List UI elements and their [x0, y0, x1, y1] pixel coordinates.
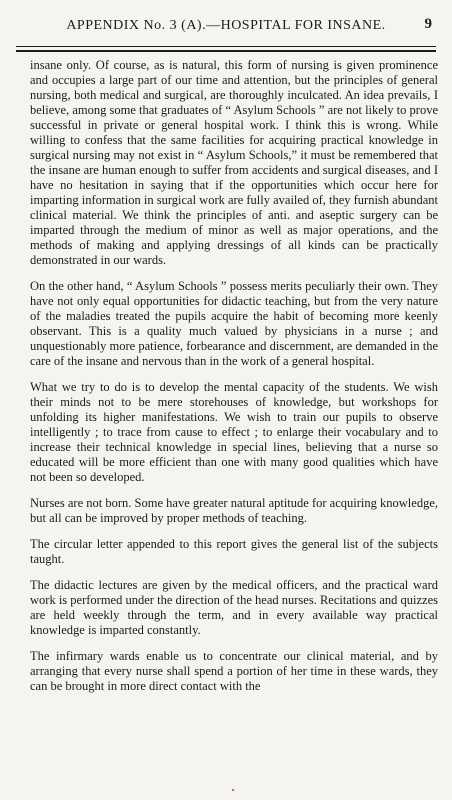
header-rule-thin	[16, 46, 436, 47]
running-title: APPENDIX No. 3 (A).—HOSPITAL FOR INSANE.	[66, 18, 386, 33]
page-header	[16, 14, 436, 44]
header-rule-thick	[16, 50, 436, 52]
paragraph-4: Nurses are not born. Some have greater natural aptitude for acquiring knowledge, but all can be improved by proper methods of teaching.	[30, 496, 438, 525]
body-text	[30, 58, 438, 703]
paragraph-7: The infirmary wards enable us to concentrate our clinical material, and by arranging that every nurse shall spend a portion of her time in these wards, they can be brought in more direct contact with the	[30, 649, 438, 693]
scan-speck	[232, 789, 234, 791]
paragraph-6: The didactic lectures are given by the medical officers, and the practical ward work is performed under the direction of the head nurses. Recitations and quizzes are held weekly through the term, and in every available way practical knowledge is imparted constantly.	[30, 578, 438, 637]
paragraph-3: What we try to do is to develop the mental capacity of the students. We wish their minds not to be mere storehouses of knowledge, but workshops for unfolding its higher manifestations. We wish to train our pupils to observe intelligently ; to trace from cause to effect ; to enlarge their vocabulary and to increase their technical knowledge in special lines, believing that a nurse so educated will be more efficient than one with many good qualities which have not been so developed.	[30, 380, 438, 484]
paragraph-5: The circular letter appended to this report gives the general list of the subjects taught.	[30, 537, 438, 566]
paragraph-2: On the other hand, “ Asylum Schools ” possess merits peculiarly their own. They have not only equal opportunities for didactic teaching, but from the very nature of the maladies treated the pupils acquire the habit of becoming more keenly observant. This is a quality much valued by physicians in a nurse ; and unquestionably more patience, forbearance and discernment, are demanded in the care of the insane and nervous than in the work of a general hospital.	[30, 279, 438, 368]
paragraph-1: insane only. Of course, as is natural, this form of nursing is given prominence and occupies a large part of our time and attention, but the principles of general nursing, both medical and surgical, are thoroughly inculcated. An idea prevails, I believe, among some that graduates of “ Asylum Schools ” are not likely to prove successful in private or general hospital work. I think this is wrong. While willing to confess that the same facilities for acquiring practical knowledge in surgical nursing may not exist in “ Asylum Schools,” it must be remembered that the insane are human enough to suffer from accidents and surgical diseases, and I have no hesitation in saying that if the opportunities which occur here for imparting information in surgical work are fully availed of, they furnish abundant clinical material. We think the principles of anti. and aseptic surgery can be imparted through the medium of minor as well as major operations, and the methods of making and applying dressings of all kinds can be practically demonstrated in our wards.	[30, 58, 438, 267]
page-number: 9	[424, 16, 432, 32]
